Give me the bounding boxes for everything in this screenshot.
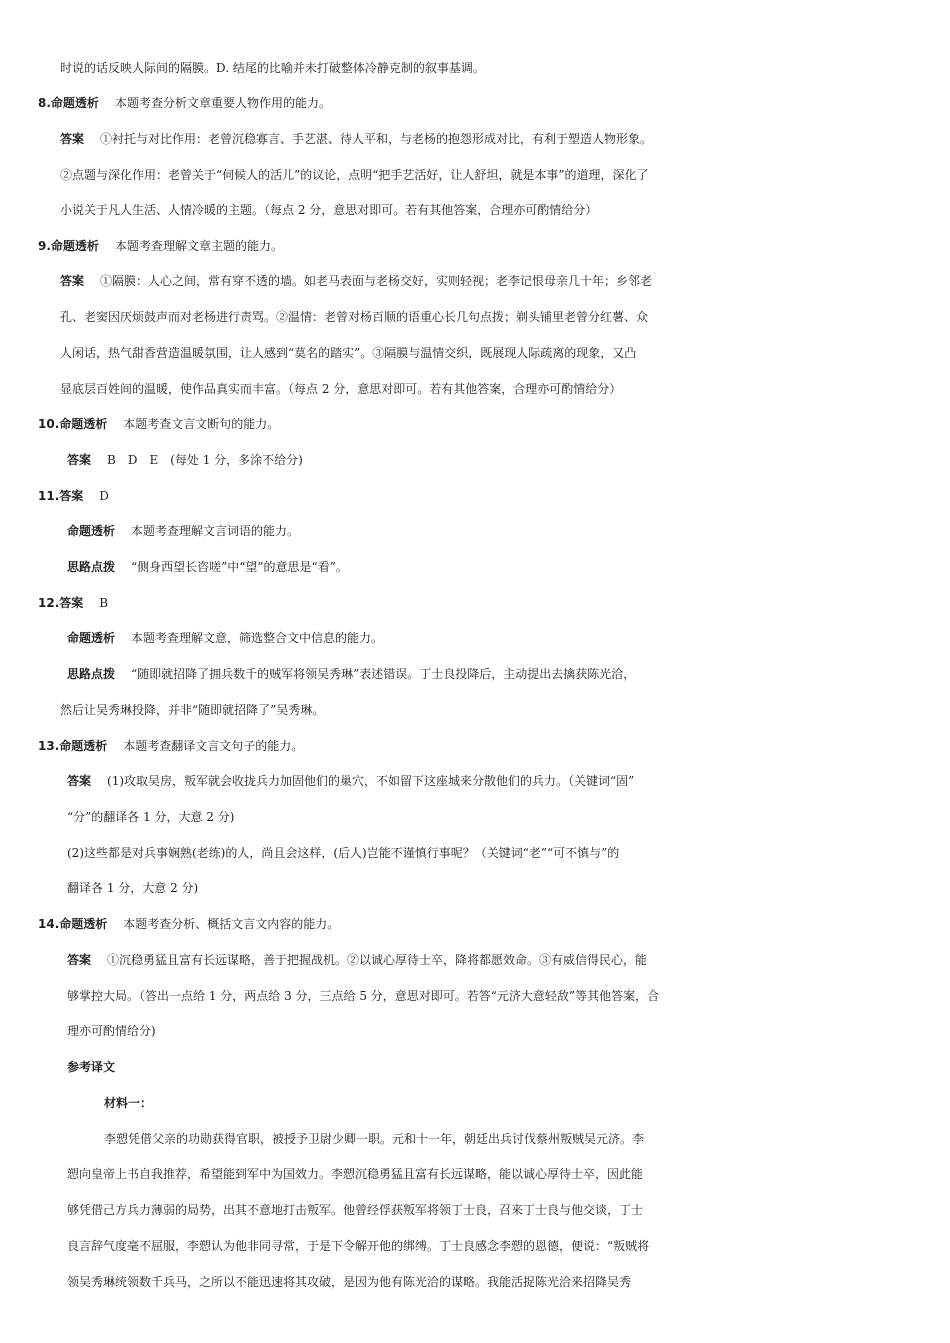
line-21 [0, 768, 950, 794]
line-34 [0, 1233, 950, 1259]
question-number: 8. [38, 96, 51, 110]
line-4 [0, 162, 950, 188]
line-text: 理亦可酌情给分) [67, 1024, 156, 1038]
line-text: “分”的翻译各 1 分，大意 2 分) [67, 810, 235, 824]
line-6 [0, 233, 950, 259]
line-14 [0, 518, 950, 544]
line-22 [0, 804, 950, 830]
line-text: D [99, 489, 109, 503]
line-5 [0, 197, 950, 223]
line-30 [0, 1090, 950, 1116]
line-key: 命题透析 [59, 417, 108, 431]
line-11 [0, 411, 950, 437]
line-13 [0, 483, 950, 509]
line-text: “侧身西望长咨嗟”中“望”的意思是“看”。 [131, 560, 348, 574]
line-10 [0, 376, 950, 402]
line-text: 孔、老窦因厌烦鼓声而对老杨进行责骂。②温情：老曾对杨百顺的语重心长几句点拨；剃头铺里老曾分红薯、众 [60, 310, 649, 324]
line-text: 领吴秀琳统领数千兵马，之所以不能迅速将其攻破，是因为他有陈光洽的谋略。我能活捉陈光洽来招降吴秀 [67, 1275, 632, 1289]
subsection-heading: 材料一： [104, 1096, 153, 1110]
line-35 [0, 1269, 950, 1295]
line-key: 答案 [67, 774, 92, 788]
line-9 [0, 340, 950, 366]
line-text: ①沉稳勇猛且富有长远谋略，善于把握战机。②以诚心厚待士卒，降将都愿效命。③有威信得民心，能 [107, 953, 648, 967]
line-key: 命题透析 [59, 739, 108, 753]
line-23 [0, 840, 950, 866]
line-25 [0, 911, 950, 937]
line-text: ②点题与深化作用：老曾关于“伺候人的活儿”的议论，点明“把手艺活好，让人舒坦，就是本事”的道理，深化了 [60, 168, 649, 182]
line-17 [0, 625, 950, 651]
line-key: 思路点拨 [67, 560, 116, 574]
line-key: 命题透析 [67, 631, 116, 645]
line-key: 答案 [59, 596, 84, 610]
line-text: 本题考查文言文断句的能力。 [123, 417, 280, 431]
line-text: 良言辞气度毫不屈服，李愬认为他非同寻常，于是下令解开他的绑缚。丁士良感念李愬的恩德，便说：“叛贼将 [67, 1239, 650, 1253]
line-text: 人闲话，热气甜香营造温暖氛围，让人感到“莫名的踏实”。③隔膜与温情交织，既展现人际疏离的现象，又凸 [60, 346, 637, 360]
line-text: 本题考查翻译文言文句子的能力。 [123, 739, 304, 753]
line-text: 时说的话反映人际间的隔膜。D. 结尾的比喻并未打破整体冷静克制的叙事基调。 [60, 61, 485, 75]
line-text: 够凭借己方兵力薄弱的局势，出其不意地打击叛军。他曾经俘获叛军将领丁士良，召来丁士良与他交谈，丁士 [67, 1203, 644, 1217]
line-32 [0, 1161, 950, 1187]
line-key: 命题透析 [50, 96, 99, 110]
line-text: (2)这些都是对兵事娴熟(老练)的人，尚且会这样，(后人)岂能不谨慎行事呢？（关键词“老”“可不慎与”的 [67, 846, 620, 860]
line-text: 然后让吴秀琳投降，并非“随即就招降了”吴秀琳。 [60, 703, 325, 717]
line-text: 够掌控大局。（答出一点给 1 分，两点给 3 分，三点给 5 分，意思对即可。若答“元济大意轻敌”等其他答案，合 [67, 989, 660, 1003]
line-31 [0, 1126, 950, 1152]
question-number: 12. [38, 596, 60, 610]
line-7 [0, 268, 950, 294]
line-15 [0, 554, 950, 580]
line-key: 答案 [67, 453, 92, 467]
line-text: 显底层百姓间的温暖，使作品真实而丰富。（每点 2 分，意思对即可。若有其他答案，合理亦可酌情给分） [60, 382, 622, 396]
line-3 [0, 126, 950, 152]
line-12 [0, 447, 950, 473]
line-key: 命题透析 [59, 917, 108, 931]
line-text: B [99, 596, 109, 610]
line-text: 翻译各 1 分，大意 2 分) [67, 881, 199, 895]
line-text: 本题考查分析、概括文言文内容的能力。 [123, 917, 340, 931]
line-key: 命题透析 [50, 239, 99, 253]
line-text: ①隔膜：人心之间，常有穿不透的墙。如老马表面与老杨交好，实则轻视；老李记恨母亲几十年；乡邻老 [100, 274, 653, 288]
line-text: B D E (每处 1 分，多涂不给分) [107, 453, 303, 467]
line-text: “随即就招降了拥兵数千的贼军将领吴秀琳”表述错误。丁士良投降后，主动提出去擒获陈光洽， [131, 667, 636, 681]
line-key: 命题透析 [67, 524, 116, 538]
line-27 [0, 983, 950, 1009]
question-number: 9. [38, 239, 51, 253]
line-text: 愬向皇帝上书自我推荐，希望能到军中为国效力。李愬沉稳勇猛且富有长远谋略，能以诚心厚待士卒，因此能 [67, 1167, 644, 1181]
line-key: 思路点拨 [67, 667, 116, 681]
line-33 [0, 1197, 950, 1223]
line-28 [0, 1018, 950, 1044]
line-text: ①衬托与对比作用：老曾沉稳寡言、手艺湛、待人平和，与老杨的抱怨形成对比，有利于塑造人物形象。 [100, 132, 653, 146]
line-key: 答案 [59, 489, 84, 503]
line-24 [0, 875, 950, 901]
line-18 [0, 661, 950, 687]
line-20 [0, 733, 950, 759]
line-key: 答案 [60, 132, 85, 146]
line-16 [0, 590, 950, 616]
line-key: 答案 [60, 274, 85, 288]
question-number: 11. [38, 489, 60, 503]
line-8 [0, 304, 950, 330]
section-heading: 参考译文 [67, 1060, 116, 1074]
line-text: 本题考查理解文言词语的能力。 [131, 524, 300, 538]
line-text: 小说关于凡人生活、人情冷暖的主题。（每点 2 分，意思对即可。若有其他答案，合理亦可酌情给分） [60, 203, 598, 217]
line-text: 本题考查理解文意，筛选整合文中信息的能力。 [131, 631, 384, 645]
question-number: 13. [38, 739, 60, 753]
line-text: (1)攻取吴房，叛军就会收拢兵力加固他们的巢穴，不如留下这座城来分散他们的兵力。（关键词“固” [107, 774, 635, 788]
line-key: 答案 [67, 953, 92, 967]
question-number: 14. [38, 917, 60, 931]
line-1 [0, 55, 950, 81]
line-2 [0, 90, 950, 116]
line-26 [0, 947, 950, 973]
line-text: 本题考查分析文章重要人物作用的能力。 [114, 96, 331, 110]
question-number: 10. [38, 417, 60, 431]
line-19 [0, 697, 950, 723]
line-text: 李愬凭借父亲的功勋获得官职，被授予卫尉少卿一职。元和十一年，朝廷出兵讨伐蔡州叛贼吴元济。李 [104, 1132, 645, 1146]
line-29 [0, 1054, 950, 1080]
line-text: 本题考查理解文章主题的能力。 [114, 239, 283, 253]
